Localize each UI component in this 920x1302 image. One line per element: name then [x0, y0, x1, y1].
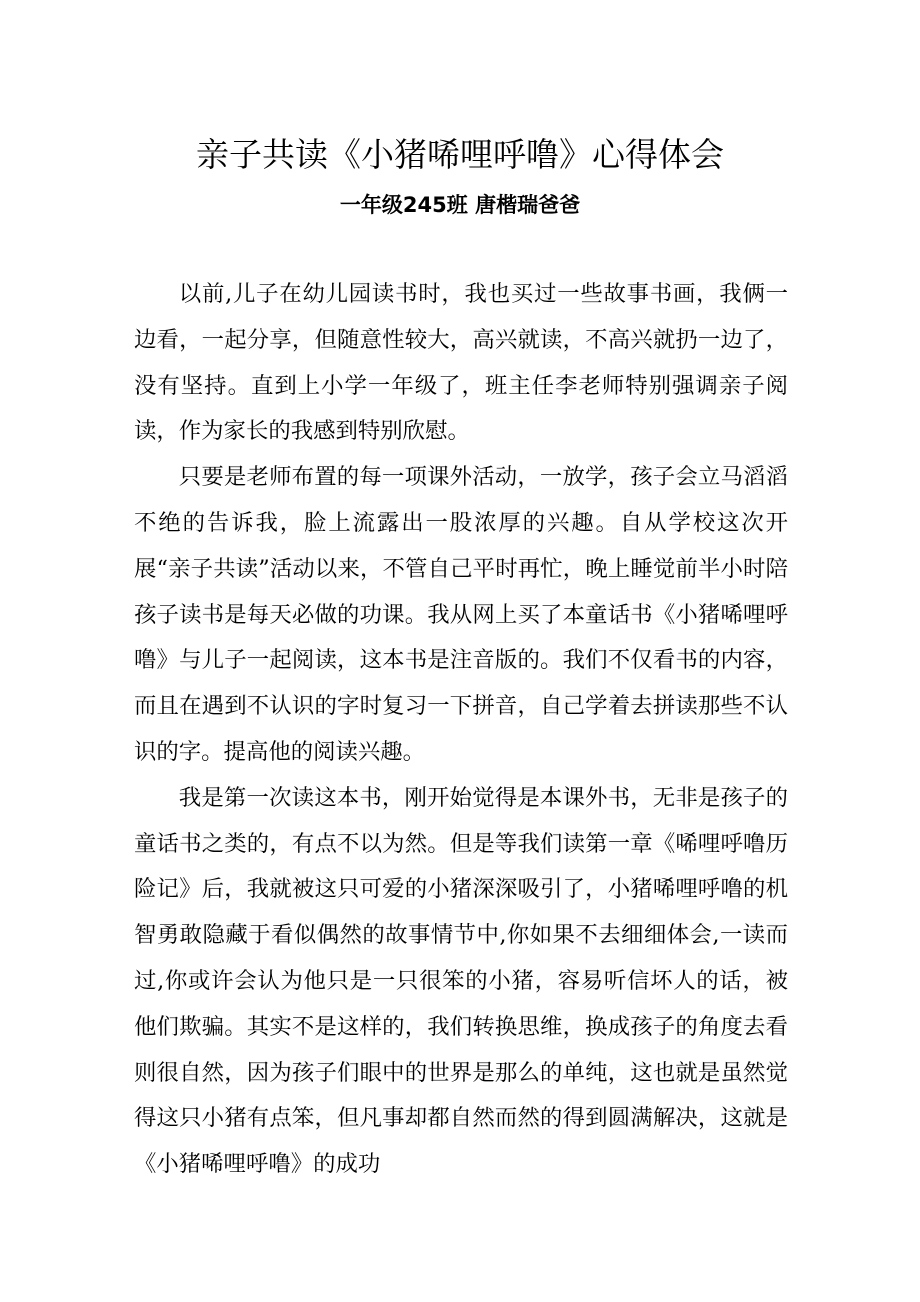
paragraph: 以前,儿子在幼儿园读书时，我也买过一些故事书画，我俩一边看，一起分享，但随意性较大，高兴就读，不高兴就扔一边了，没有坚持。直到上小学一年级了，班主任李老师特别强调亲子阅读，作为家长的我感到特别欣慰。: [134, 281, 788, 445]
document-body: [134, 272, 788, 1188]
page-title: 亲子共读《小猪唏哩呼噜》心得体会: [196, 135, 724, 174]
paragraph: 只要是老师布置的每一项课外活动，一放学，孩子会立马滔滔不绝的告诉我，脸上流露出一股浓厚的兴趣。自从学校这次开展“亲子共读”活动以来，不管自己平时再忙，晚上睡觉前半小时陪孩子读书是每天必做的功课。我从网上买了本童话书《小猪唏哩呼噜》与儿子一起阅读，这本书是注音版的。我们不仅看书的内容，而且在遇到不认识的字时复习一下拼音，自己学着去拼读那些不认识的字。提高他的阅读兴趣。: [134, 464, 788, 765]
author-line: 一年级245班 唐楷瑞爸爸: [339, 193, 581, 217]
paragraph: 我是第一次读这本书，刚开始觉得是本课外书，无非是孩子的童话书之类的，有点不以为然。但是等我们读第一章《唏哩呼噜历险记》后，我就被这只可爱的小猪深深吸引了，小猪唏哩呼噜的机智勇敢隐藏于看似偶然的故事情节中,你如果不去细细体会,一读而过,你或许会认为他只是一只很笨的小猪，容易听信坏人的话，被他们欺骗。其实不是这样的，我们转换思维，换成孩子的角度去看则很自然，因为孩子们眼中的世界是那么的单纯，这也就是虽然觉得这只小猪有点笨，但凡事却都自然而然的得到圆满解决，这就是《小猪唏哩呼噜》的成功: [134, 784, 788, 1178]
